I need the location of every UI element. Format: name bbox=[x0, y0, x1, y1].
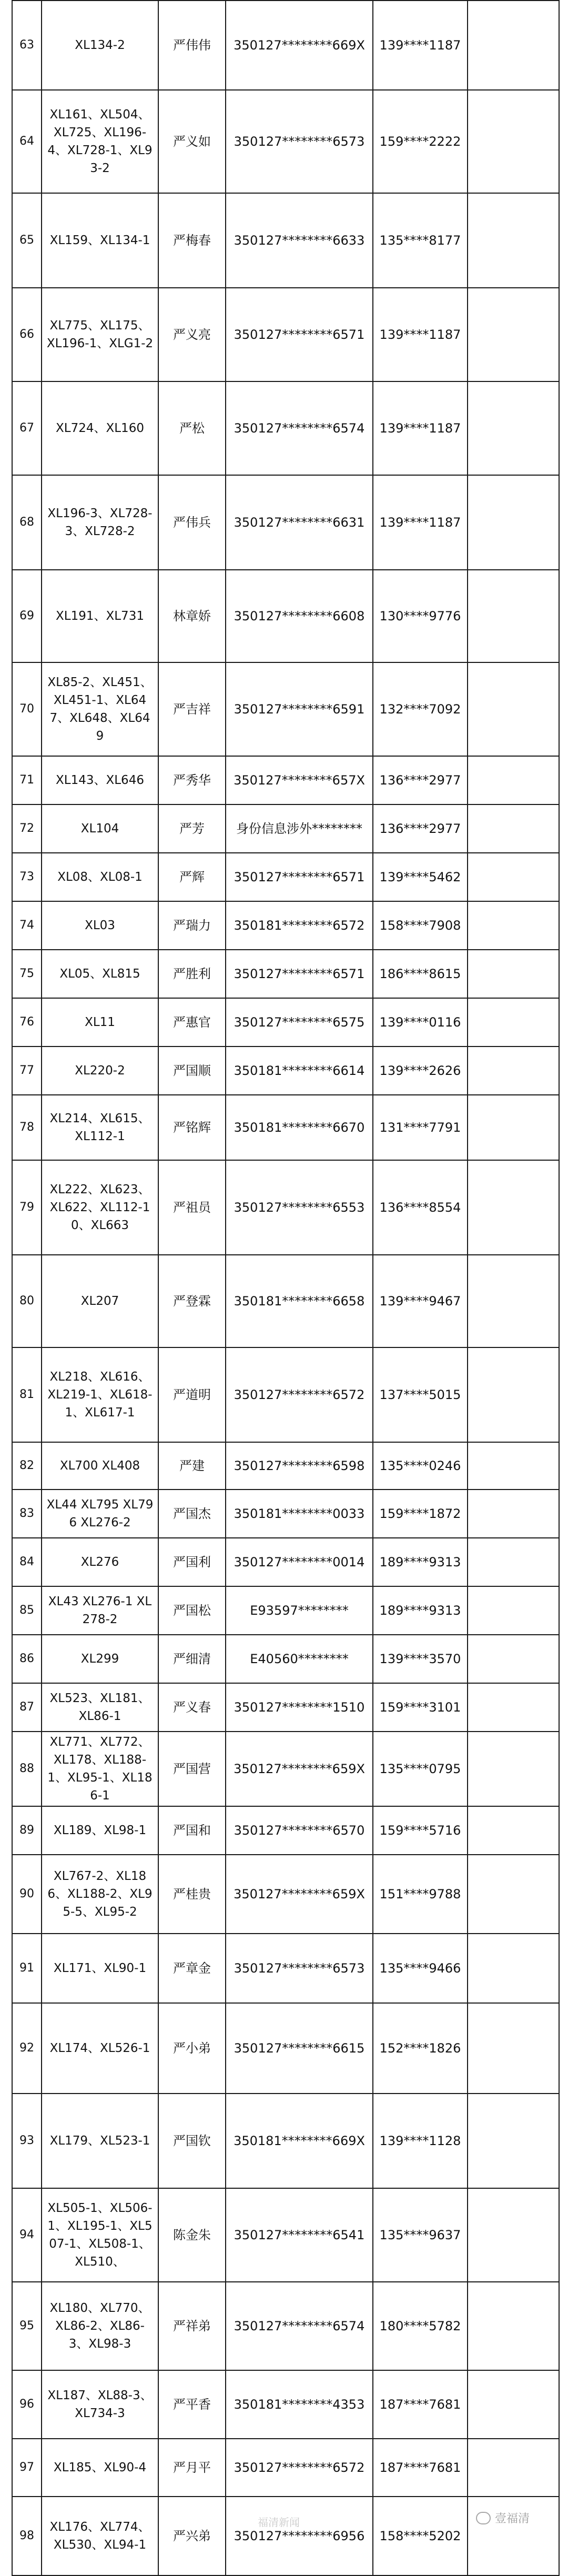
blank-cell bbox=[468, 2497, 559, 2575]
blank-cell bbox=[468, 2003, 559, 2094]
row-number-cell: 70 bbox=[12, 662, 42, 756]
blank-cell bbox=[468, 998, 559, 1046]
id-number-cell: 350127********6572 bbox=[226, 2439, 373, 2497]
owner-name-cell: 严国营 bbox=[158, 1732, 226, 1806]
row-number-cell: 72 bbox=[12, 804, 42, 853]
blank-cell bbox=[468, 475, 559, 570]
owner-name-cell: 严国利 bbox=[158, 1538, 226, 1586]
blank-cell bbox=[468, 2282, 559, 2370]
table-row bbox=[12, 1538, 559, 1586]
phone-cell: 135****0795 bbox=[373, 1732, 468, 1806]
owner-name-cell: 严兴弟 bbox=[158, 2497, 226, 2575]
phone-cell: 151****9788 bbox=[373, 1855, 468, 1934]
parcel-code-cell: XL176、XL774、XL530、XL94-1 bbox=[42, 2497, 158, 2575]
phone-cell: 189****9313 bbox=[373, 1586, 468, 1635]
id-number-cell: 350181********4353 bbox=[226, 2370, 373, 2439]
id-number-cell: 350127********6571 bbox=[226, 288, 373, 381]
parcel-code-cell: XL134-2 bbox=[42, 1, 158, 90]
blank-cell bbox=[468, 662, 559, 756]
id-number-cell: E93597******** bbox=[226, 1586, 373, 1635]
parcel-code-cell: XL180、XL770、XL86-2、XL86-3、XL98-3 bbox=[42, 2282, 158, 2370]
row-number-cell: 69 bbox=[12, 570, 42, 662]
row-number-cell: 89 bbox=[12, 1806, 42, 1855]
row-number-cell: 79 bbox=[12, 1160, 42, 1255]
owner-name-cell: 严梅春 bbox=[158, 193, 226, 288]
table-row bbox=[12, 756, 559, 804]
row-number-cell: 85 bbox=[12, 1586, 42, 1635]
phone-cell: 180****5782 bbox=[373, 2282, 468, 2370]
id-number-cell: 350127********6570 bbox=[226, 1806, 373, 1855]
owner-name-cell: 严义如 bbox=[158, 90, 226, 193]
phone-cell: 139****3570 bbox=[373, 1635, 468, 1683]
table-row bbox=[12, 2497, 559, 2575]
table-row bbox=[12, 288, 559, 381]
phone-cell: 139****1128 bbox=[373, 2094, 468, 2188]
id-number-cell: 350127********659X bbox=[226, 1732, 373, 1806]
id-number-cell: 350127********6573 bbox=[226, 1934, 373, 2003]
id-number-cell: 350127********6956 bbox=[226, 2497, 373, 2575]
table-row bbox=[12, 1255, 559, 1347]
table-row bbox=[12, 90, 559, 193]
blank-cell bbox=[468, 756, 559, 804]
id-number-cell: 350127********6591 bbox=[226, 662, 373, 756]
parcel-code-cell: XL85-2、XL451、XL451-1、XL647、XL648、XL649 bbox=[42, 662, 158, 756]
owner-name-cell: 严平香 bbox=[158, 2370, 226, 2439]
row-number-cell: 96 bbox=[12, 2370, 42, 2439]
parcel-code-cell: XL03 bbox=[42, 901, 158, 950]
id-number-cell: 350127********6573 bbox=[226, 90, 373, 193]
row-number-cell: 63 bbox=[12, 1, 42, 90]
id-number-cell: 350127********6571 bbox=[226, 853, 373, 901]
owner-name-cell: 严桂贵 bbox=[158, 1855, 226, 1934]
bottom-stamp: 福清新闻 bbox=[258, 2516, 300, 2529]
parcel-code-cell: XL299 bbox=[42, 1635, 158, 1683]
owner-name-cell: 严芳 bbox=[158, 804, 226, 853]
id-number-cell: 350127********6574 bbox=[226, 381, 373, 475]
parcel-code-cell: XL11 bbox=[42, 998, 158, 1046]
phone-cell: 136****2977 bbox=[373, 804, 468, 853]
blank-cell bbox=[468, 90, 559, 193]
blank-cell bbox=[468, 1490, 559, 1538]
owner-name-cell: 严国钦 bbox=[158, 2094, 226, 2188]
parcel-code-cell: XL187、XL88-3、XL734-3 bbox=[42, 2370, 158, 2439]
row-number-cell: 84 bbox=[12, 1538, 42, 1586]
id-number-cell: E40560******** bbox=[226, 1635, 373, 1683]
phone-cell: 187****7681 bbox=[373, 2370, 468, 2439]
parcel-code-cell: XL191、XL731 bbox=[42, 570, 158, 662]
phone-cell: 136****8554 bbox=[373, 1160, 468, 1255]
phone-cell: 159****5716 bbox=[373, 1806, 468, 1855]
table-row bbox=[12, 1490, 559, 1538]
phone-cell: 186****8615 bbox=[373, 950, 468, 998]
table-row bbox=[12, 1095, 559, 1160]
blank-cell bbox=[468, 1635, 559, 1683]
blank-cell bbox=[468, 1538, 559, 1586]
id-number-cell: 350127********6575 bbox=[226, 998, 373, 1046]
table-row bbox=[12, 1855, 559, 1934]
table-row bbox=[12, 2370, 559, 2439]
phone-cell: 139****0116 bbox=[373, 998, 468, 1046]
table-row bbox=[12, 2282, 559, 2370]
blank-cell bbox=[468, 804, 559, 853]
row-number-cell: 74 bbox=[12, 901, 42, 950]
owner-name-cell: 严秀华 bbox=[158, 756, 226, 804]
blank-cell bbox=[468, 193, 559, 288]
phone-cell: 159****3101 bbox=[373, 1683, 468, 1732]
parcel-code-cell: XL724、XL160 bbox=[42, 381, 158, 475]
table-row bbox=[12, 853, 559, 901]
owner-name-cell: 严细清 bbox=[158, 1635, 226, 1683]
parcel-code-cell: XL08、XL08-1 bbox=[42, 853, 158, 901]
parcel-code-cell: XL43 XL276-1 XL278-2 bbox=[42, 1586, 158, 1635]
row-number-cell: 81 bbox=[12, 1347, 42, 1442]
parcel-code-cell: XL505-1、XL506-1、XL195-1、XL507-1、XL508-1、XL510、 bbox=[42, 2188, 158, 2282]
blank-cell bbox=[468, 1160, 559, 1255]
table-row bbox=[12, 2188, 559, 2282]
owner-name-cell: 严小弟 bbox=[158, 2003, 226, 2094]
blank-cell bbox=[468, 288, 559, 381]
parcel-code-cell: XL276 bbox=[42, 1538, 158, 1586]
blank-cell bbox=[468, 901, 559, 950]
parcel-code-cell: XL44 XL795 XL796 XL276-2 bbox=[42, 1490, 158, 1538]
parcel-code-cell: XL05、XL815 bbox=[42, 950, 158, 998]
id-number-cell: 350127********6598 bbox=[226, 1442, 373, 1490]
row-number-cell: 91 bbox=[12, 1934, 42, 2003]
watermark-text: 壹福清 bbox=[495, 2512, 530, 2525]
parcel-code-cell: XL775、XL175、XL196-1、XLG1-2 bbox=[42, 288, 158, 381]
row-number-cell: 75 bbox=[12, 950, 42, 998]
owner-name-cell: 严辉 bbox=[158, 853, 226, 901]
id-number-cell: 350127********6541 bbox=[226, 2188, 373, 2282]
parcel-code-cell: XL771、XL772、XL178、XL188-1、XL95-1、XL186-1 bbox=[42, 1732, 158, 1806]
owner-name-cell: 严义春 bbox=[158, 1683, 226, 1732]
phone-cell: 139****1187 bbox=[373, 1, 468, 90]
table-row bbox=[12, 1, 559, 90]
parcel-code-cell: XL218、XL616、XL219-1、XL618-1、XL617-1 bbox=[42, 1347, 158, 1442]
phone-cell: 135****8177 bbox=[373, 193, 468, 288]
row-number-cell: 87 bbox=[12, 1683, 42, 1732]
row-number-cell: 67 bbox=[12, 381, 42, 475]
owner-name-cell: 严吉祥 bbox=[158, 662, 226, 756]
parcel-code-cell: XL523、XL181、XL86-1 bbox=[42, 1683, 158, 1732]
blank-cell bbox=[468, 1855, 559, 1934]
account-watermark bbox=[476, 2510, 530, 2526]
id-number-cell: 350127********0014 bbox=[226, 1538, 373, 1586]
blank-cell bbox=[468, 950, 559, 998]
table-row bbox=[12, 1586, 559, 1635]
blank-cell bbox=[468, 1806, 559, 1855]
id-number-cell: 350127********659X bbox=[226, 1855, 373, 1934]
table-row bbox=[12, 2439, 559, 2497]
table-row bbox=[12, 1732, 559, 1806]
id-number-cell: 350127********6572 bbox=[226, 1347, 373, 1442]
id-number-cell: 350127********669X bbox=[226, 1, 373, 90]
id-number-cell: 350127********6631 bbox=[226, 475, 373, 570]
row-number-cell: 86 bbox=[12, 1635, 42, 1683]
parcel-code-cell: XL207 bbox=[42, 1255, 158, 1347]
id-number-cell: 身份信息涉外******** bbox=[226, 804, 373, 853]
phone-cell: 139****5462 bbox=[373, 853, 468, 901]
table-row bbox=[12, 1442, 559, 1490]
phone-cell: 139****2626 bbox=[373, 1046, 468, 1095]
row-number-cell: 97 bbox=[12, 2439, 42, 2497]
id-number-cell: 350127********657X bbox=[226, 756, 373, 804]
id-number-cell: 350127********6574 bbox=[226, 2282, 373, 2370]
owner-name-cell: 严登霖 bbox=[158, 1255, 226, 1347]
parcel-code-cell: XL196-3、XL728-3、XL728-2 bbox=[42, 475, 158, 570]
owner-name-cell: 严胜利 bbox=[158, 950, 226, 998]
phone-cell: 139****9467 bbox=[373, 1255, 468, 1347]
blank-cell bbox=[468, 1, 559, 90]
row-number-cell: 80 bbox=[12, 1255, 42, 1347]
blank-cell bbox=[468, 2094, 559, 2188]
owner-name-cell: 严祖员 bbox=[158, 1160, 226, 1255]
phone-cell: 135****9637 bbox=[373, 2188, 468, 2282]
id-number-cell: 350181********0033 bbox=[226, 1490, 373, 1538]
id-number-cell: 350127********1510 bbox=[226, 1683, 373, 1732]
phone-cell: 159****1872 bbox=[373, 1490, 468, 1538]
table-row bbox=[12, 998, 559, 1046]
parcel-code-cell: XL179、XL523-1 bbox=[42, 2094, 158, 2188]
blank-cell bbox=[468, 1934, 559, 2003]
parcel-code-cell: XL143、XL646 bbox=[42, 756, 158, 804]
row-number-cell: 83 bbox=[12, 1490, 42, 1538]
owner-name-cell: 严国顺 bbox=[158, 1046, 226, 1095]
parcel-code-cell: XL159、XL134-1 bbox=[42, 193, 158, 288]
owner-name-cell: 严义亮 bbox=[158, 288, 226, 381]
id-number-cell: 350181********6572 bbox=[226, 901, 373, 950]
owner-name-cell: 严国松 bbox=[158, 1586, 226, 1635]
phone-cell: 137****5015 bbox=[373, 1347, 468, 1442]
id-number-cell: 350127********6608 bbox=[226, 570, 373, 662]
row-number-cell: 90 bbox=[12, 1855, 42, 1934]
phone-cell: 139****1187 bbox=[373, 381, 468, 475]
phone-cell: 152****1826 bbox=[373, 2003, 468, 2094]
phone-cell: 135****0246 bbox=[373, 1442, 468, 1490]
parcel-code-cell: XL222、XL623、XL622、XL112-10、XL663 bbox=[42, 1160, 158, 1255]
parcel-code-cell: XL185、XL90-4 bbox=[42, 2439, 158, 2497]
parcel-code-cell: XL700 XL408 bbox=[42, 1442, 158, 1490]
row-number-cell: 64 bbox=[12, 90, 42, 193]
parcel-code-cell: XL174、XL526-1 bbox=[42, 2003, 158, 2094]
owner-name-cell: 严章金 bbox=[158, 1934, 226, 2003]
id-number-cell: 350181********669X bbox=[226, 2094, 373, 2188]
table-row bbox=[12, 1160, 559, 1255]
phone-cell: 158****5202 bbox=[373, 2497, 468, 2575]
owner-name-cell: 严铭辉 bbox=[158, 1095, 226, 1160]
parcel-code-cell: XL161、XL504、XL725、XL196-4、XL728-1、XL93-2 bbox=[42, 90, 158, 193]
phone-cell: 139****1187 bbox=[373, 475, 468, 570]
table-row bbox=[12, 804, 559, 853]
table-row bbox=[12, 1635, 559, 1683]
owner-name-cell: 严祥弟 bbox=[158, 2282, 226, 2370]
row-number-cell: 95 bbox=[12, 2282, 42, 2370]
blank-cell bbox=[468, 853, 559, 901]
table-row bbox=[12, 1934, 559, 2003]
wechat-icon bbox=[476, 2512, 491, 2524]
row-number-cell: 66 bbox=[12, 288, 42, 381]
parcel-code-cell: XL171、XL90-1 bbox=[42, 1934, 158, 2003]
row-number-cell: 93 bbox=[12, 2094, 42, 2188]
blank-cell bbox=[468, 1347, 559, 1442]
table-row bbox=[12, 1046, 559, 1095]
table-row bbox=[12, 381, 559, 475]
owner-name-cell: 严国和 bbox=[158, 1806, 226, 1855]
id-number-cell: 350127********6615 bbox=[226, 2003, 373, 2094]
id-number-cell: 350127********6633 bbox=[226, 193, 373, 288]
owner-name-cell: 严瑞力 bbox=[158, 901, 226, 950]
phone-cell: 136****2977 bbox=[373, 756, 468, 804]
table-body bbox=[12, 1, 559, 2575]
phone-cell: 130****9776 bbox=[373, 570, 468, 662]
table-row bbox=[12, 1347, 559, 1442]
id-number-cell: 350181********6670 bbox=[226, 1095, 373, 1160]
owner-name-cell: 林章娇 bbox=[158, 570, 226, 662]
id-number-cell: 350181********6658 bbox=[226, 1255, 373, 1347]
id-number-cell: 350181********6614 bbox=[226, 1046, 373, 1095]
parcel-code-cell: XL767-2、XL186、XL188-2、XL95-5、XL95-2 bbox=[42, 1855, 158, 1934]
parcel-code-cell: XL214、XL615、XL112-1 bbox=[42, 1095, 158, 1160]
owner-name-cell: 严松 bbox=[158, 381, 226, 475]
blank-cell bbox=[468, 1442, 559, 1490]
owner-name-cell: 严惠官 bbox=[158, 998, 226, 1046]
row-number-cell: 82 bbox=[12, 1442, 42, 1490]
owner-name-cell: 严道明 bbox=[158, 1347, 226, 1442]
blank-cell bbox=[468, 2439, 559, 2497]
owner-name-cell: 严伟兵 bbox=[158, 475, 226, 570]
table-row bbox=[12, 950, 559, 998]
parcel-code-cell: XL220-2 bbox=[42, 1046, 158, 1095]
parcel-owner-table bbox=[12, 0, 560, 2576]
phone-cell: 187****7681 bbox=[373, 2439, 468, 2497]
row-number-cell: 68 bbox=[12, 475, 42, 570]
parcel-code-cell: XL104 bbox=[42, 804, 158, 853]
table-row bbox=[12, 901, 559, 950]
phone-cell: 159****2222 bbox=[373, 90, 468, 193]
phone-cell: 158****7908 bbox=[373, 901, 468, 950]
owner-name-cell: 陈金朱 bbox=[158, 2188, 226, 2282]
blank-cell bbox=[468, 1095, 559, 1160]
owner-name-cell: 严月平 bbox=[158, 2439, 226, 2497]
owner-name-cell: 严建 bbox=[158, 1442, 226, 1490]
phone-cell: 189****9313 bbox=[373, 1538, 468, 1586]
blank-cell bbox=[468, 1732, 559, 1806]
row-number-cell: 98 bbox=[12, 2497, 42, 2575]
table-row bbox=[12, 193, 559, 288]
row-number-cell: 65 bbox=[12, 193, 42, 288]
parcel-code-cell: XL189、XL98-1 bbox=[42, 1806, 158, 1855]
table-row bbox=[12, 2003, 559, 2094]
row-number-cell: 73 bbox=[12, 853, 42, 901]
id-number-cell: 350127********6553 bbox=[226, 1160, 373, 1255]
table-row bbox=[12, 2094, 559, 2188]
blank-cell bbox=[468, 1046, 559, 1095]
table-row bbox=[12, 1806, 559, 1855]
table-row bbox=[12, 662, 559, 756]
row-number-cell: 76 bbox=[12, 998, 42, 1046]
blank-cell bbox=[468, 1586, 559, 1635]
phone-cell: 131****7791 bbox=[373, 1095, 468, 1160]
blank-cell bbox=[468, 2370, 559, 2439]
blank-cell bbox=[468, 1255, 559, 1347]
phone-cell: 135****9466 bbox=[373, 1934, 468, 2003]
row-number-cell: 71 bbox=[12, 756, 42, 804]
phone-cell: 132****7092 bbox=[373, 662, 468, 756]
owner-name-cell: 严国杰 bbox=[158, 1490, 226, 1538]
row-number-cell: 78 bbox=[12, 1095, 42, 1160]
row-number-cell: 94 bbox=[12, 2188, 42, 2282]
table-row bbox=[12, 570, 559, 662]
blank-cell bbox=[468, 2188, 559, 2282]
row-number-cell: 92 bbox=[12, 2003, 42, 2094]
row-number-cell: 88 bbox=[12, 1732, 42, 1806]
row-number-cell: 77 bbox=[12, 1046, 42, 1095]
id-number-cell: 350127********6571 bbox=[226, 950, 373, 998]
table-row bbox=[12, 475, 559, 570]
blank-cell bbox=[468, 381, 559, 475]
phone-cell: 139****1187 bbox=[373, 288, 468, 381]
table-row bbox=[12, 1683, 559, 1732]
owner-name-cell: 严伟伟 bbox=[158, 1, 226, 90]
blank-cell bbox=[468, 570, 559, 662]
blank-cell bbox=[468, 1683, 559, 1732]
